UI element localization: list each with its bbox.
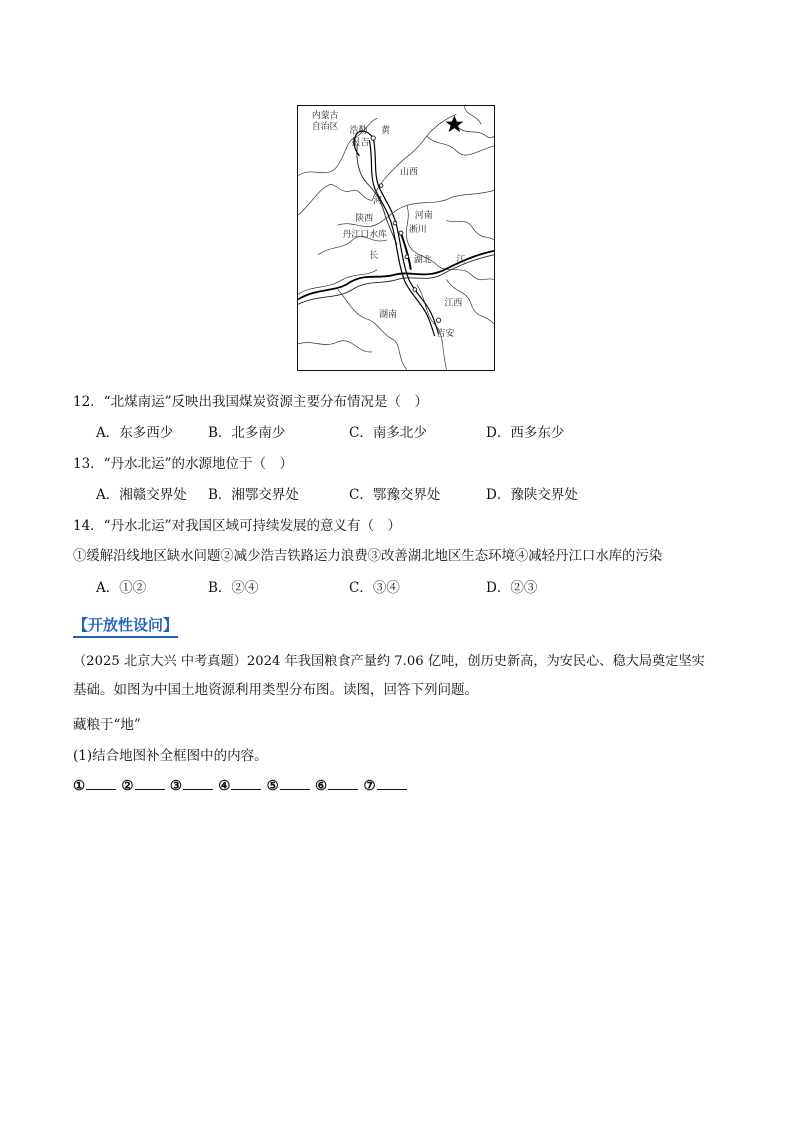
- q12-option-c[interactable]: C．南多北少: [349, 425, 427, 441]
- map-label-danjiangkou: 丹江口水库: [342, 230, 387, 241]
- map-label-jiang: 江: [456, 255, 466, 266]
- map-label-autonomous-region: 自治区: [311, 122, 339, 133]
- blank-label-1: ①: [73, 778, 86, 794]
- q13-option-c[interactable]: C．鄂豫交界处: [349, 487, 441, 503]
- map-label-shanxi-jin: 山西: [399, 167, 418, 178]
- q14-option-d[interactable]: D．②③: [486, 580, 538, 596]
- passage-line-1: （2025 北京大兴 中考真题）2024 年我国粮食产量约 7.06 亿吨，创历史新高，为安民心、稳大局奠定坚实: [73, 654, 705, 669]
- fill-in-blanks: [73, 777, 408, 794]
- blank-5[interactable]: [280, 777, 310, 790]
- blank-label-4: ④: [218, 778, 231, 794]
- question-13-stem: 13．“丹水北运”的水源地位于（ ）: [73, 456, 293, 472]
- passage-line-2: 基础。如图为中国土地资源利用类型分布图。读图，回答下列问题。: [73, 682, 478, 698]
- blank-label-5: ⑤: [266, 778, 279, 794]
- map-label-jian: 吉安: [436, 329, 455, 339]
- q12-option-d[interactable]: D．西多东少: [486, 425, 565, 441]
- blank-7[interactable]: [377, 777, 407, 790]
- question-12-stem: 12．“北煤南运”反映出我国煤炭资源主要分布情况是（ ）: [73, 394, 428, 410]
- map-label-haolebaoji-1: 浩勒: [349, 126, 368, 137]
- passage-line-3: 藏粮于“地”: [73, 717, 141, 733]
- question-14-stem: 14．“丹水北运”对我国区域可持续发展的意义有（ ）: [73, 518, 401, 534]
- map-label-huang: 黄: [381, 126, 391, 137]
- map-label-chang: 长: [369, 250, 379, 261]
- q12-option-b[interactable]: B．北多南少: [208, 425, 286, 441]
- map-label-inner-mongolia: 内蒙古: [311, 111, 339, 122]
- blank-6[interactable]: [328, 777, 358, 790]
- map-label-henan: 河南: [414, 211, 433, 222]
- blank-label-6: ⑥: [315, 778, 328, 794]
- map-drawing: [298, 106, 494, 370]
- blank-4[interactable]: [231, 777, 261, 790]
- map-label-shaanxi: 陕西: [355, 214, 374, 225]
- map-label-hunan: 湖南: [379, 310, 397, 321]
- q13-option-d[interactable]: D．豫陕交界处: [486, 487, 578, 503]
- section-title: 【开放性设问】: [73, 614, 178, 638]
- blank-label-7: ⑦: [363, 778, 376, 794]
- blank-2[interactable]: [135, 777, 165, 790]
- question-14-statements: ①缓解沿线地区缺水问题②减少浩吉铁路运力浪费③改善湖北地区生态环境④减轻丹江口水库的污染: [73, 549, 663, 564]
- blank-label-3: ③: [169, 778, 182, 794]
- map-label-hubei: 湖北: [413, 255, 432, 266]
- map-label-haolebaoji-2: 报吉: [351, 137, 370, 148]
- q14-option-b[interactable]: B．②④: [208, 580, 259, 596]
- map-label-jiangxi: 江西: [444, 298, 463, 309]
- blank-3[interactable]: [183, 777, 213, 790]
- passage-line-4: (1)结合地图补全框图中的内容。: [73, 748, 268, 764]
- railway-map: [297, 105, 495, 371]
- q13-option-a[interactable]: A．湘赣交界处: [96, 487, 187, 503]
- blank-label-2: ②: [121, 778, 134, 794]
- q12-option-a[interactable]: A．东多西少: [96, 425, 174, 441]
- map-label-xichuan: 淅川: [408, 225, 427, 236]
- q14-option-c[interactable]: C．③④: [349, 580, 400, 596]
- q14-option-a[interactable]: A．①②: [96, 580, 147, 596]
- map-label-he: 河: [373, 196, 383, 207]
- blank-1[interactable]: [86, 777, 116, 790]
- q13-option-b[interactable]: B．湘鄂交界处: [208, 487, 299, 503]
